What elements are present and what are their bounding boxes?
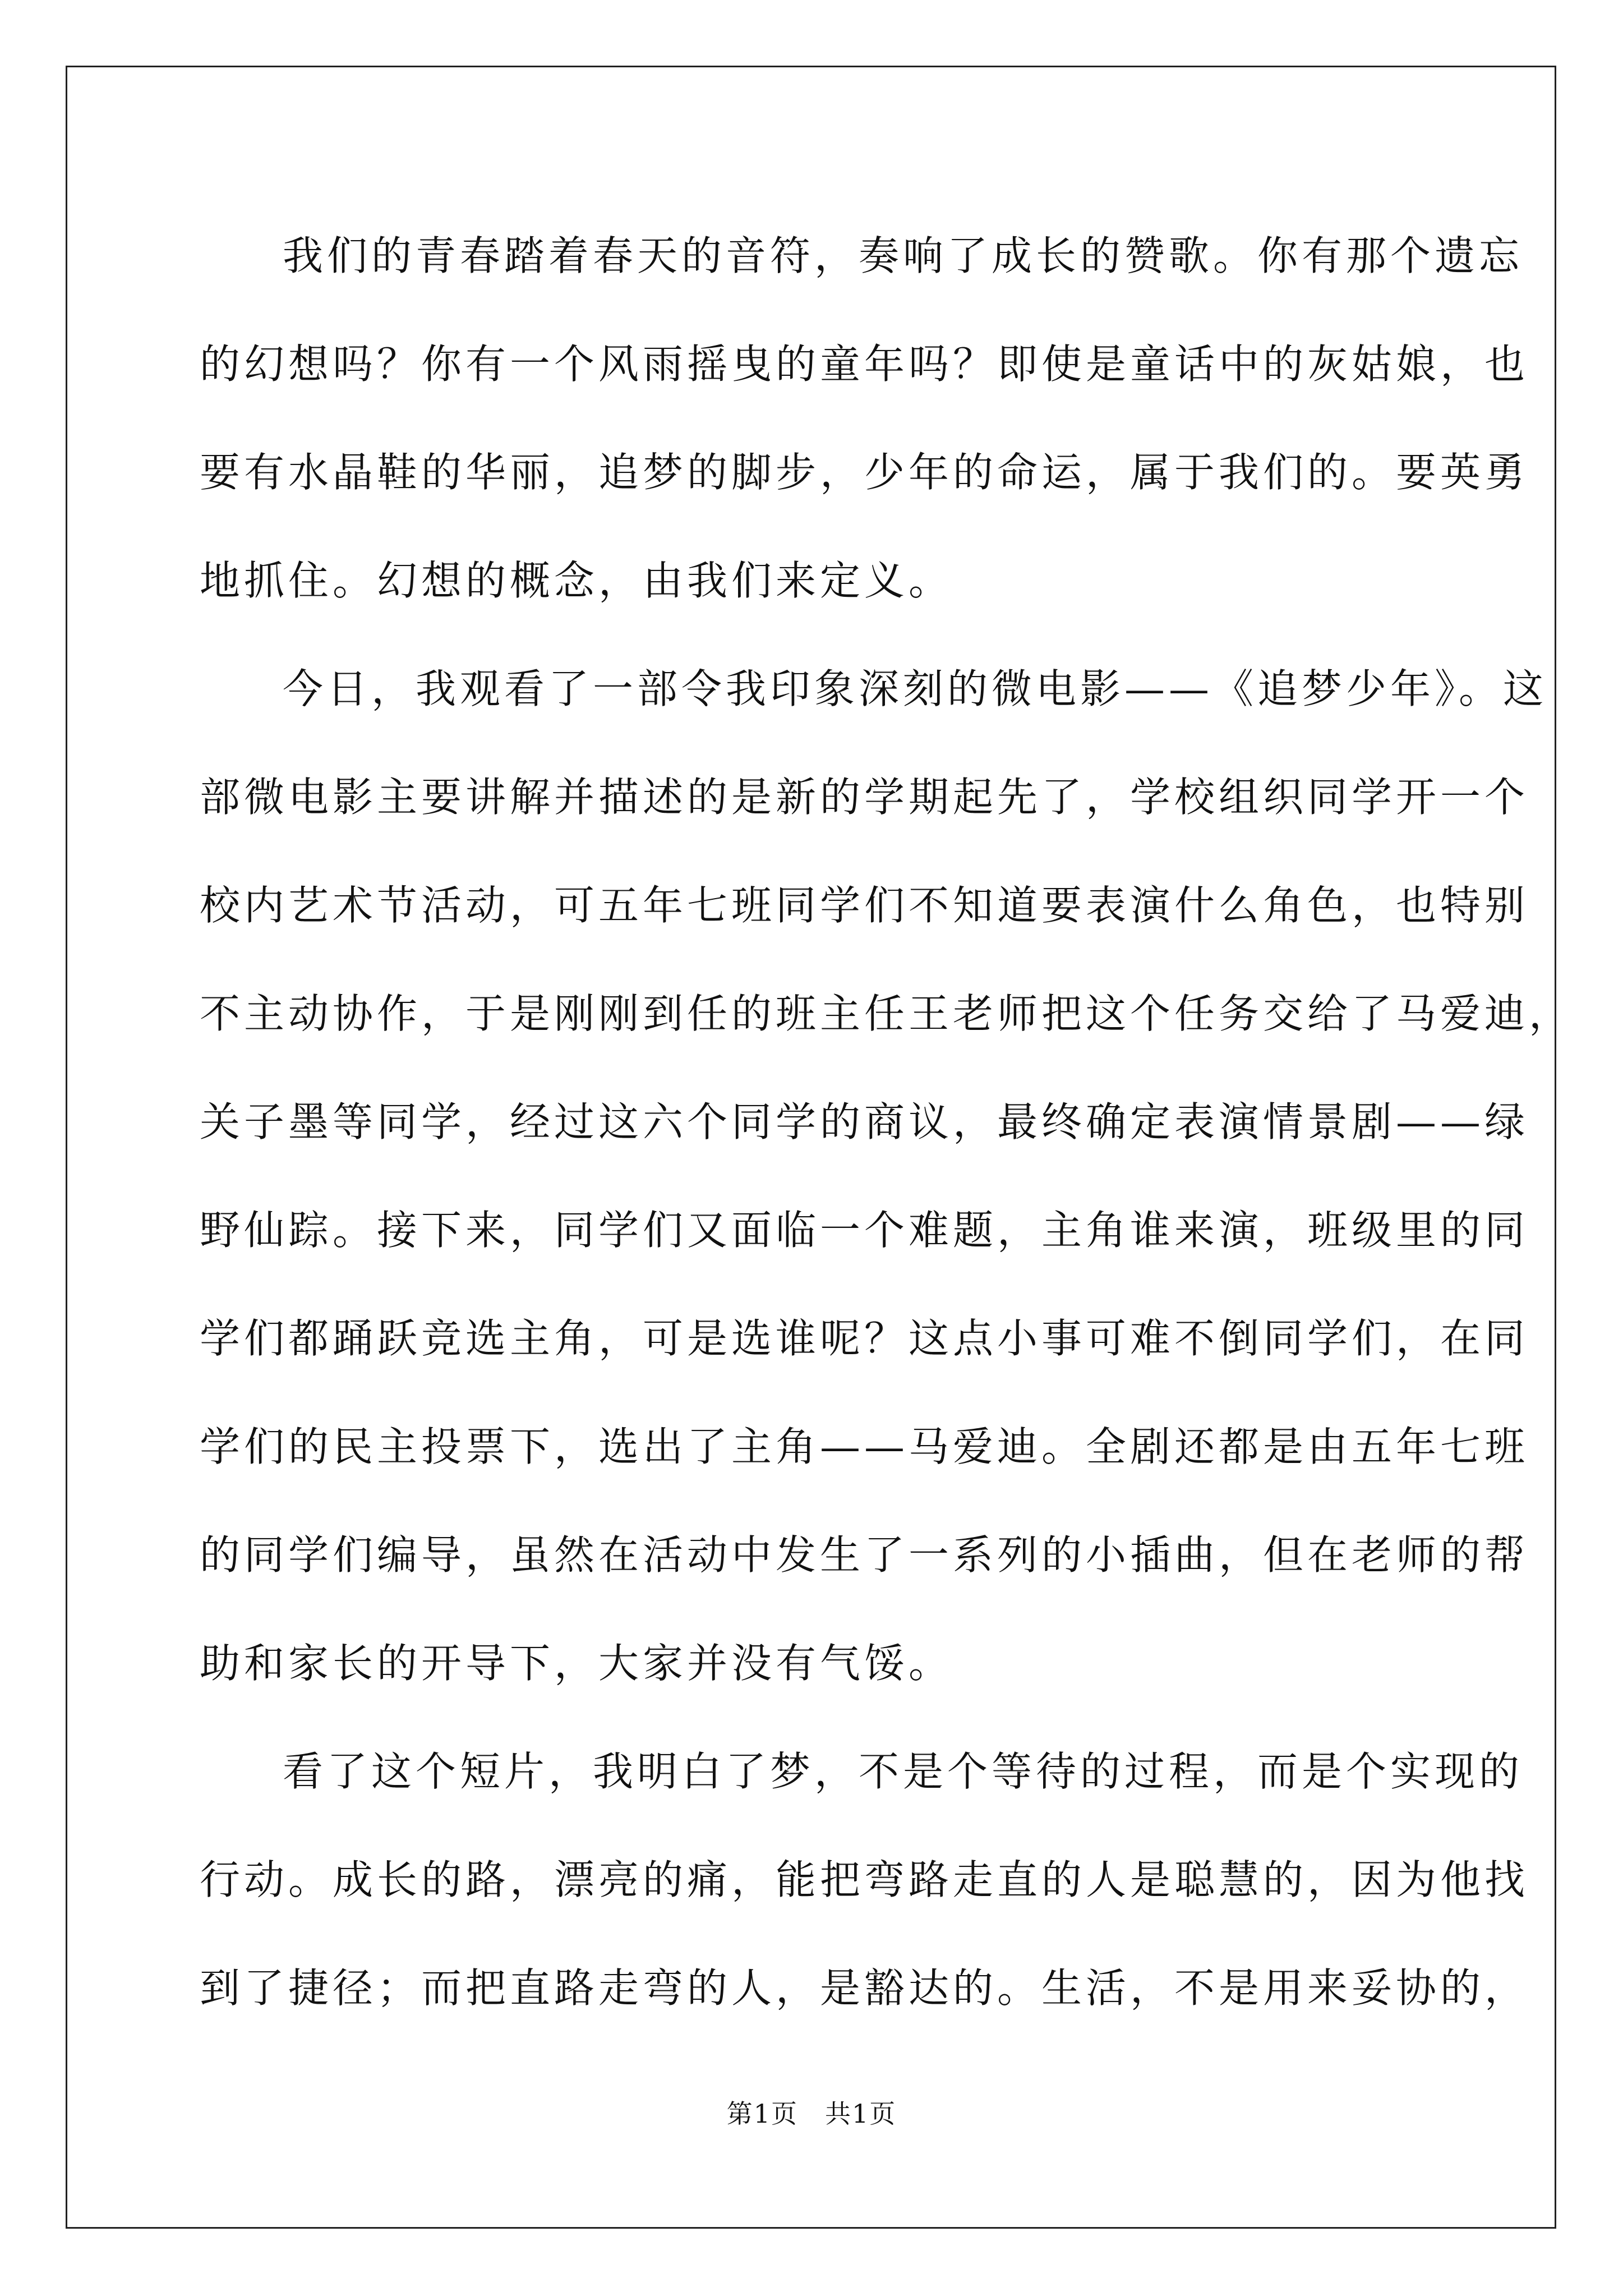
- text-line: 学们都踊跃竞选主角，可是选谁呢？这点小事可难不倒同学们，在同: [200, 1315, 1529, 1362]
- paragraph-2: [200, 635, 1574, 1718]
- text-line: 校内艺术节活动，可五年七班同学们不知道要表演什么角色，也特别: [200, 882, 1529, 929]
- paragraph-1: [200, 202, 1529, 635]
- text-line: 看了这个短片，我明白了梦，不是个等待的过程，而是个实现的: [283, 1748, 1524, 1795]
- paragraph-3: [200, 1718, 1529, 2042]
- text-line: 的幻想吗？你有一个风雨摇曳的童年吗？即使是童话中的灰姑娘，也: [200, 341, 1529, 388]
- page-number-label: 第1页 共1页: [726, 2099, 897, 2129]
- document-body: [200, 202, 1574, 2042]
- text-line: 我们的青春踏着春天的音符，奏响了成长的赞歌。你有那个遗忘: [283, 232, 1524, 279]
- text-line: 要有水晶鞋的华丽，追梦的脚步，少年的命运，属于我们的。要英勇: [200, 449, 1529, 496]
- text-line: 部微电影主要讲解并描述的是新的学期起先了，学校组织同学开一个: [200, 774, 1529, 821]
- text-line: 助和家长的开导下，大家并没有气馁。: [200, 1640, 953, 1687]
- text-line: 不主动协作，于是刚刚到任的班主任王老师把这个任务交给了马爱迪，: [200, 990, 1574, 1037]
- text-line: 今日，我观看了一部令我印象深刻的微电影——《追梦少年》。这: [283, 665, 1548, 712]
- text-line: 到了捷径；而把直路走弯的人，是豁达的。生活，不是用来妥协的，: [200, 1964, 1529, 2012]
- text-line: 行动。成长的路，漂亮的痛，能把弯路走直的人是聪慧的，因为他找: [200, 1856, 1529, 1903]
- text-line: 的同学们编导，虽然在活动中发生了一系列的小插曲，但在老师的帮: [200, 1531, 1529, 1579]
- text-line: 野仙踪。接下来，同学们又面临一个难题，主角谁来演，班级里的同: [200, 1207, 1529, 1254]
- text-line: 关子墨等同学，经过这六个同学的商议，最终确定表演情景剧——绿: [200, 1098, 1529, 1145]
- page-footer: [0, 2097, 1623, 2131]
- text-line: 地抓住。幻想的概念，由我们来定义。: [200, 557, 953, 604]
- text-line: 学们的民主投票下，选出了主角——马爱迪。全剧还都是由五年七班: [200, 1423, 1529, 1470]
